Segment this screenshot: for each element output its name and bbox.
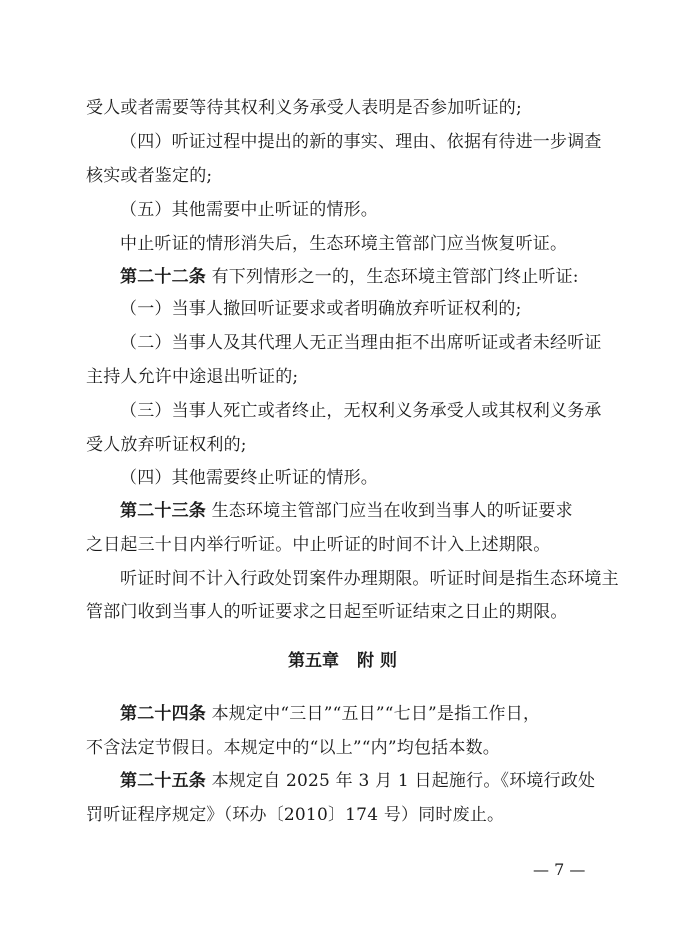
body-line: 核实或者鉴定的; <box>86 166 213 186</box>
body-line: （一）当事人撤回听证要求或者明确放弃听证权利的; <box>120 299 522 319</box>
chapter-heading: 第五章 附 则 <box>288 651 397 671</box>
body-line: （二）当事人及其代理人无正当理由拒不出席听证或者未经听证 <box>120 333 602 353</box>
article-24-line: 第二十四条 本规定中“三日”“五日”“七日”是指工作日， <box>120 704 541 724</box>
body-line: （四）其他需要终止听证的情形。 <box>120 468 378 488</box>
body-line: 受人放弃听证权利的; <box>86 435 247 455</box>
article-label: 第二十三条 <box>120 501 206 521</box>
article-22-line: 第二十二条 有下列情形之一的，生态环境主管部门终止听证: <box>120 267 579 287</box>
body-line: （五）其他需要中止听证的情形。 <box>120 200 378 220</box>
article-label: 第二十四条 <box>120 704 206 724</box>
body-line: 听证时间不计入行政处罚案件办理期限。听证时间是指生态环境主 <box>120 569 619 589</box>
body-line: 管部门收到当事人的听证要求之日起至听证结束之日止的期限。 <box>86 602 568 622</box>
body-line: 受人或者需要等待其权利义务承受人表明是否参加听证的; <box>86 98 522 118</box>
body-line: （三）当事人死亡或者终止，无权利义务承受人或其权利义务承 <box>120 401 602 421</box>
body-line: 中止听证的情形消失后，生态环境主管部门应当恢复听证。 <box>120 234 568 254</box>
body-line: 罚听证程序规定》（环办〔2010〕174 号）同时废止。 <box>86 805 505 825</box>
page-number: — 7 — <box>533 860 586 879</box>
body-line: 不含法定节假日。本规定中的“以上”“内”均包括本数。 <box>86 738 500 758</box>
article-23-line: 第二十三条 生态环境主管部门应当在收到当事人的听证要求 <box>120 501 573 521</box>
body-line: 之日起三十日内举行听证。中止听证的时间不计入上述期限。 <box>86 535 551 555</box>
article-label: 第二十五条 <box>120 771 206 791</box>
article-label: 第二十二条 <box>120 267 206 287</box>
body-line: 主持人允许中途退出听证的; <box>86 367 299 387</box>
body-line: （四）听证过程中提出的新的事实、理由、依据有待进一步调查 <box>120 132 602 152</box>
article-25-line: 第二十五条 本规定自 2025 年 3 月 1 日起施行。《环境行政处 <box>120 771 596 791</box>
